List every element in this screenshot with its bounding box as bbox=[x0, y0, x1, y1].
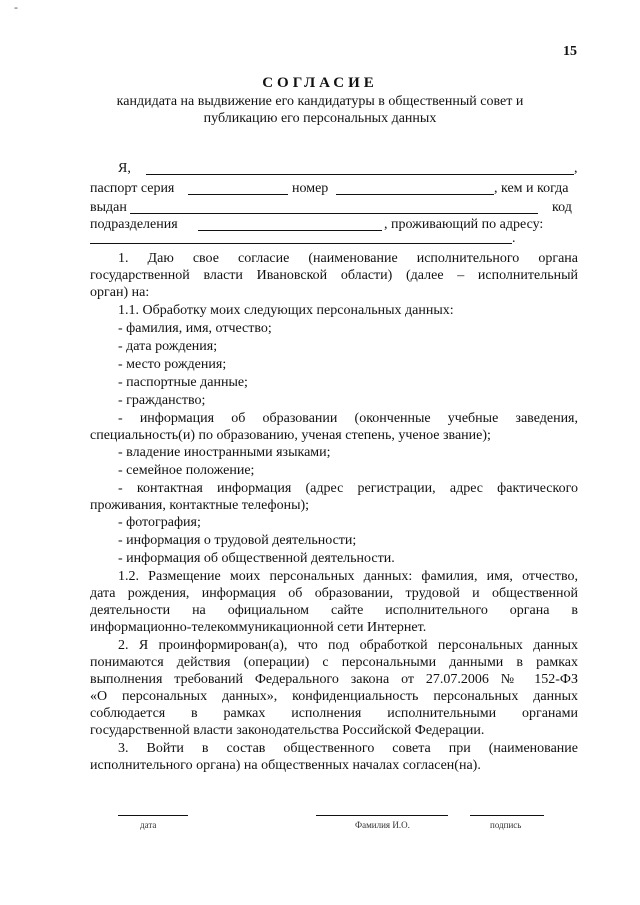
p3-line-1: 3. Войти в состав общественного совета при (наименование bbox=[118, 741, 578, 756]
p12-line-1: 1.2. Размещение моих персональных данных: фамилия, имя, отчество, bbox=[118, 569, 578, 584]
p12-line-2: дата рождения, информация об образовании, трудовой и общественной bbox=[90, 586, 578, 601]
page-number: 15 bbox=[563, 44, 577, 59]
p12-line-3: деятельности на официальном сайте исполнительного органа в bbox=[90, 603, 578, 618]
list-item: - фамилия, имя, отчество; bbox=[118, 321, 272, 336]
document-title: СОГЛАСИЕ bbox=[262, 75, 378, 91]
sign-label: подпись bbox=[490, 820, 522, 830]
list-item: - дата рождения; bbox=[118, 339, 218, 354]
list-item-contact-1: - контактная информация (адрес регистрации, адрес фактического bbox=[118, 481, 578, 496]
p11-heading: 1.1. Обработку моих следующих персональных данных: bbox=[118, 303, 454, 318]
form-vydan-label: выдан bbox=[90, 200, 127, 215]
passport-number-field[interactable] bbox=[336, 194, 494, 195]
p1-line-3: орган) на: bbox=[90, 285, 150, 300]
document-subtitle-2: публикацию его персональных данных bbox=[203, 111, 437, 126]
p2-line-6: государственной власти законодательства Российской Федерации. bbox=[90, 723, 485, 738]
sign-signature-line[interactable] bbox=[470, 815, 544, 816]
name-field-line[interactable] bbox=[146, 174, 574, 175]
corner-mark: - bbox=[14, 0, 18, 14]
date-signature-line[interactable] bbox=[118, 815, 188, 816]
p1-line-1: 1. Даю свое согласие (наименование исполнительного органа bbox=[118, 251, 578, 266]
p2-line-2: понимаются действия (операции) с персональными данными в рамках bbox=[90, 655, 578, 670]
list-item-education-2: специальность(и) по образованию, ученая степень, ученое звание); bbox=[90, 428, 491, 443]
document-subtitle-1: кандидата на выдвижение его кандидатуры в общественный совет и bbox=[116, 94, 524, 109]
form-code-label: код bbox=[552, 200, 572, 215]
list-item: - информация о трудовой деятельности; bbox=[118, 533, 357, 548]
passport-series-field[interactable] bbox=[188, 194, 288, 195]
p3-line-2: исполнительного органа) на общественных началах согласен(на). bbox=[90, 758, 481, 773]
address-field-line[interactable] bbox=[90, 243, 512, 244]
list-item: - паспортные данные; bbox=[118, 375, 248, 390]
p2-line-3: выполнения требований Федерального закона от 27.07.2006 № 152-ФЗ bbox=[90, 672, 578, 687]
division-code-field[interactable] bbox=[198, 230, 382, 231]
form-passport-label: паспорт серия bbox=[90, 181, 175, 196]
name-signature-line[interactable] bbox=[316, 815, 448, 816]
list-item: - владение иностранными языками; bbox=[118, 445, 331, 460]
form-ya-label: Я, bbox=[118, 161, 131, 176]
p12-line-4: информационно-телекоммуникационной сети Интернет. bbox=[90, 620, 427, 635]
list-item: - место рождения; bbox=[118, 357, 227, 372]
issued-by-field[interactable] bbox=[130, 213, 538, 214]
p1-line-2: государственной власти Ивановской области) (далее – исполнительный bbox=[90, 268, 578, 283]
form-division-label: подразделения bbox=[90, 217, 178, 232]
p2-line-5: соблюдается в рамках исполнения исполнительными органами bbox=[90, 706, 578, 721]
list-item: - фотография; bbox=[118, 515, 201, 530]
p2-line-4: «О персональных данных», конфиденциальность персональных данных bbox=[90, 689, 578, 704]
form-address-label: , проживающий по адресу: bbox=[384, 217, 544, 232]
form-issued-label: , кем и когда bbox=[494, 181, 569, 196]
list-item: - гражданство; bbox=[118, 393, 206, 408]
name-label: Фамилия И.О. bbox=[355, 820, 410, 830]
date-label: дата bbox=[140, 820, 157, 830]
list-item: - семейное положение; bbox=[118, 463, 255, 478]
list-item-contact-2: проживания, контактные телефоны); bbox=[90, 498, 310, 513]
p2-line-1: 2. Я проинформирован(а), что под обработкой персональных данных bbox=[118, 638, 578, 653]
list-item-education-1: - информация об образовании (оконченные учебные заведения, bbox=[118, 411, 578, 426]
form-number-label: номер bbox=[292, 181, 329, 196]
list-item: - информация об общественной деятельности. bbox=[118, 551, 395, 566]
